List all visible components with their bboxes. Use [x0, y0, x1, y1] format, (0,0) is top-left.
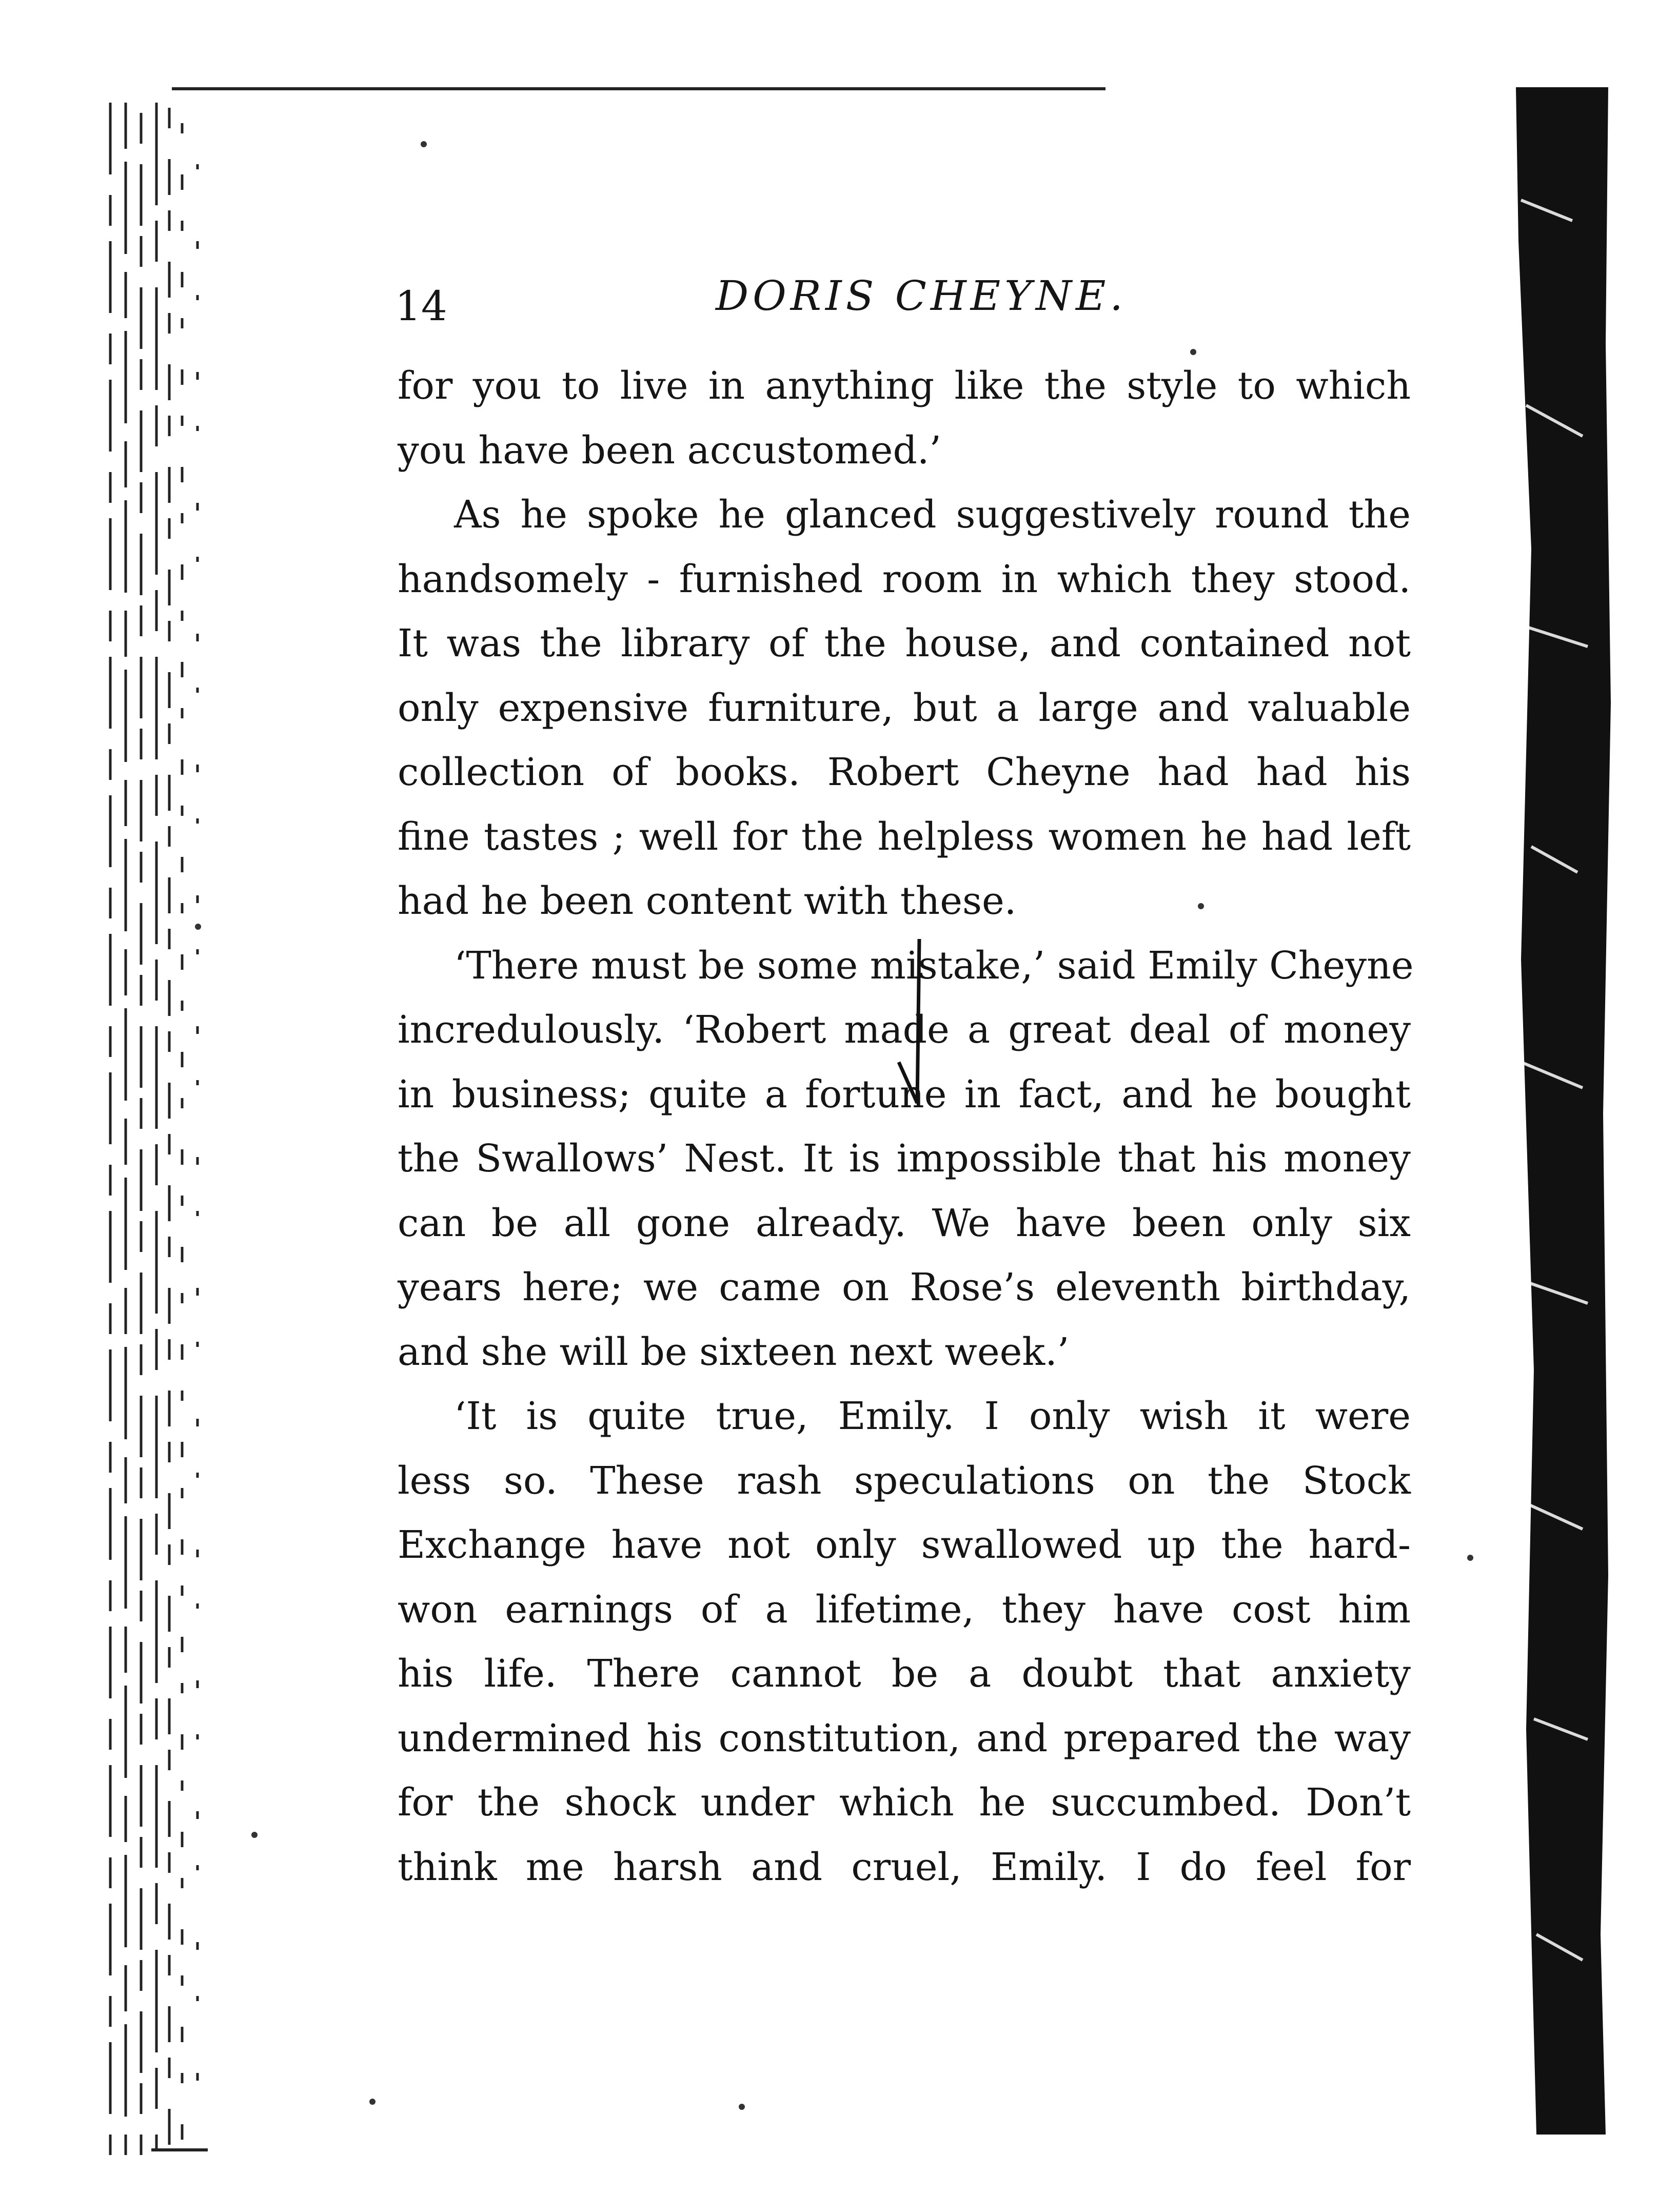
text-line: only expensive furniture, but a large and valuable [398, 686, 1411, 730]
text-line: can be all gone already. We have been only six [398, 1201, 1411, 1245]
text-line: As he spoke he glanced suggestively round the [454, 493, 1411, 537]
text-line: in business; quite a fortune in fact, and he bought [398, 1072, 1411, 1117]
page-header [395, 272, 1421, 334]
speck-mark [1198, 903, 1204, 909]
left-page-edge-marks [105, 103, 213, 2155]
running-title: DORIS CHEYNE. [716, 272, 1127, 320]
speck-mark [1190, 349, 1196, 355]
speck-mark [1467, 1555, 1473, 1561]
text-line: the Swallows’ Nest. It is impossible that his money [398, 1137, 1411, 1181]
text-line: for the shock under which he succumbed. Don’t [398, 1780, 1411, 1825]
text-line: had he been content with these. [398, 879, 1017, 923]
right-page-edge-shadow [1506, 87, 1634, 2135]
speck-mark [369, 2099, 376, 2105]
text-line: Exchange have not only swallowed up the hard- [398, 1523, 1411, 1567]
text-line: you have been accustomed.’ [398, 428, 941, 473]
text-line: and she will be sixteen next week.’ [398, 1329, 1070, 1374]
text-line: think me harsh and cruel, Emily. I do feel for [398, 1845, 1411, 1889]
text-line: ‘There must be some mistake,’ said Emily Cheyne [454, 943, 1414, 988]
text-line: won earnings of a lifetime, they have cost him [398, 1587, 1411, 1632]
text-line: less so. These rash speculations on the Stock [398, 1458, 1411, 1503]
text-line: collection of books. Robert Cheyne had had his [398, 750, 1411, 794]
text-line: fine tastes ; well for the helpless women he had left [398, 814, 1411, 859]
text-line: for you to live in anything like the style to which [398, 364, 1411, 408]
text-line: his life. There cannot be a doubt that anxiety [398, 1652, 1411, 1696]
speck-mark [251, 1832, 258, 1838]
speck-mark [195, 924, 201, 930]
page-number: 14 [395, 282, 447, 330]
text-line: undermined his constitution, and prepared the way [398, 1716, 1411, 1760]
text-line: handsomely - furnished room in which they stood. [398, 557, 1411, 601]
text-line: years here; we came on Rose’s eleventh birthday, [398, 1265, 1411, 1309]
top-rule [172, 87, 1106, 90]
speck-mark [421, 141, 427, 147]
speck-mark [739, 2104, 745, 2110]
text-line: ‘It is quite true, Emily. I only wish it were [454, 1394, 1411, 1438]
body-text [398, 354, 1414, 1900]
text-line: It was the library of the house, and contained not [398, 621, 1411, 665]
pen-mark [893, 934, 944, 1119]
text-line: incredulously. ‘Robert made a great deal of money [398, 1008, 1411, 1052]
